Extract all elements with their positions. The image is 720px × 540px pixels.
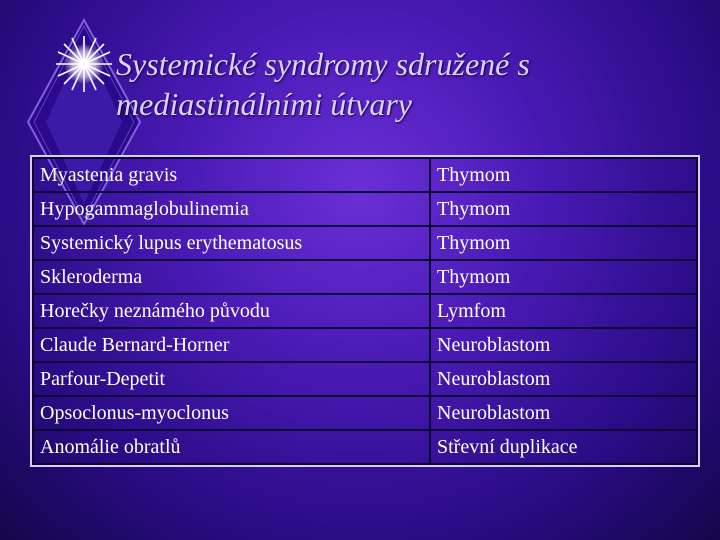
table-row: [33, 294, 697, 328]
table-row: [33, 396, 697, 430]
tumor-cell: Thymom: [430, 260, 697, 294]
syndrome-table: [32, 157, 698, 465]
syndrome-cell: Hypogammaglobulinemia: [33, 192, 430, 226]
tumor-cell: Lymfom: [430, 294, 697, 328]
syndrome-cell: Parfour-Depetit: [33, 362, 430, 396]
tumor-cell: Neuroblastom: [430, 396, 697, 430]
syndrome-cell: Claude Bernard-Horner: [33, 328, 430, 362]
table-row: [33, 328, 697, 362]
table-row: [33, 226, 697, 260]
tumor-cell: Thymom: [430, 226, 697, 260]
syndrome-cell: Anomálie obratlů: [33, 430, 430, 464]
tumor-cell: Thymom: [430, 192, 697, 226]
tumor-cell: Neuroblastom: [430, 328, 697, 362]
table-row: [33, 192, 697, 226]
tumor-cell: Thymom: [430, 158, 697, 192]
table-row: [33, 430, 697, 464]
table-row: [33, 158, 697, 192]
syndrome-cell: Systemický lupus erythematosus: [33, 226, 430, 260]
tumor-cell: Střevní duplikace: [430, 430, 697, 464]
slide-title: Systemické syndromy sdružené s mediastinálními útvary: [116, 46, 530, 122]
syndrome-cell: Myastenia gravis: [33, 158, 430, 192]
table-row: [33, 260, 697, 294]
syndrome-table-grid: [32, 157, 698, 465]
syndrome-cell: Skleroderma: [33, 260, 430, 294]
syndrome-cell: Horečky neznámého původu: [33, 294, 430, 328]
tumor-cell: Neuroblastom: [430, 362, 697, 396]
syndrome-cell: Opsoclonus-myoclonus: [33, 396, 430, 430]
table-row: [33, 362, 697, 396]
